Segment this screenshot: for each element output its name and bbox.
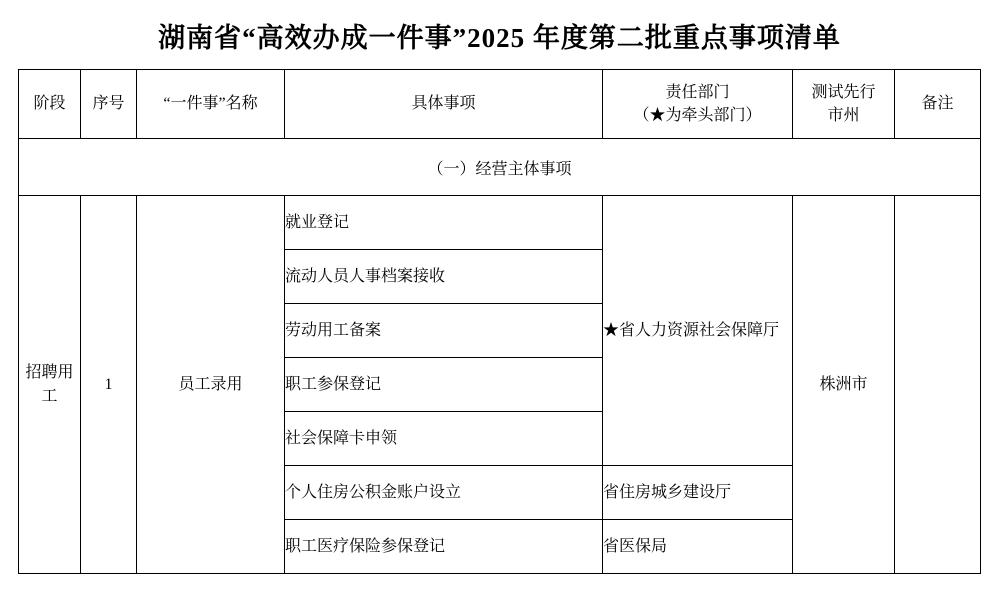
- column-header-index: 序号: [81, 70, 137, 139]
- table-section-row: [19, 139, 981, 196]
- document-page: [0, 16, 999, 610]
- cell-matter-name: 员工录用: [137, 196, 285, 574]
- column-header-department: [603, 70, 793, 139]
- column-header-stage: 阶段: [19, 70, 81, 139]
- cell-item-name: 职工医疗保险参保登记: [285, 520, 603, 574]
- cell-remark: [895, 196, 981, 574]
- cell-item-name: 就业登记: [285, 196, 603, 250]
- table-row: [19, 196, 981, 250]
- cell-pilot-city: 株洲市: [793, 196, 895, 574]
- section-label: （一）经营主体事项: [19, 139, 981, 196]
- column-header-matter-name: “一件事”名称: [137, 70, 285, 139]
- column-header-pilot-city-line1: 测试先行: [811, 83, 876, 101]
- column-header-pilot-city-line2: 市州: [827, 107, 860, 124]
- cell-item-name: 个人住房公积金账户设立: [285, 466, 603, 520]
- table-body: [19, 139, 981, 574]
- cell-department: 省住房城乡建设厅: [603, 466, 793, 520]
- column-header-department-line1: 责任部门: [665, 83, 730, 101]
- column-header-pilot-city: [793, 70, 895, 139]
- column-header-remark: 备注: [895, 70, 981, 139]
- cell-stage: 招聘用工: [19, 196, 81, 574]
- matters-table: [18, 69, 981, 574]
- cell-item-name: 职工参保登记: [285, 358, 603, 412]
- cell-index: 1: [81, 196, 137, 574]
- cell-department: ★省人力资源社会保障厅: [603, 196, 793, 466]
- cell-department: 省医保局: [603, 520, 793, 574]
- column-header-department-line2: （★为牵头部门）: [633, 107, 762, 124]
- column-header-specific-items: 具体事项: [285, 70, 603, 139]
- cell-item-name: 劳动用工备案: [285, 304, 603, 358]
- table-header: [19, 70, 981, 139]
- page-title: 湖南省“高效办成一件事”2025 年度第二批重点事项清单: [158, 23, 841, 53]
- cell-item-name: 社会保障卡申领: [285, 412, 603, 466]
- cell-item-name: 流动人员人事档案接收: [285, 250, 603, 304]
